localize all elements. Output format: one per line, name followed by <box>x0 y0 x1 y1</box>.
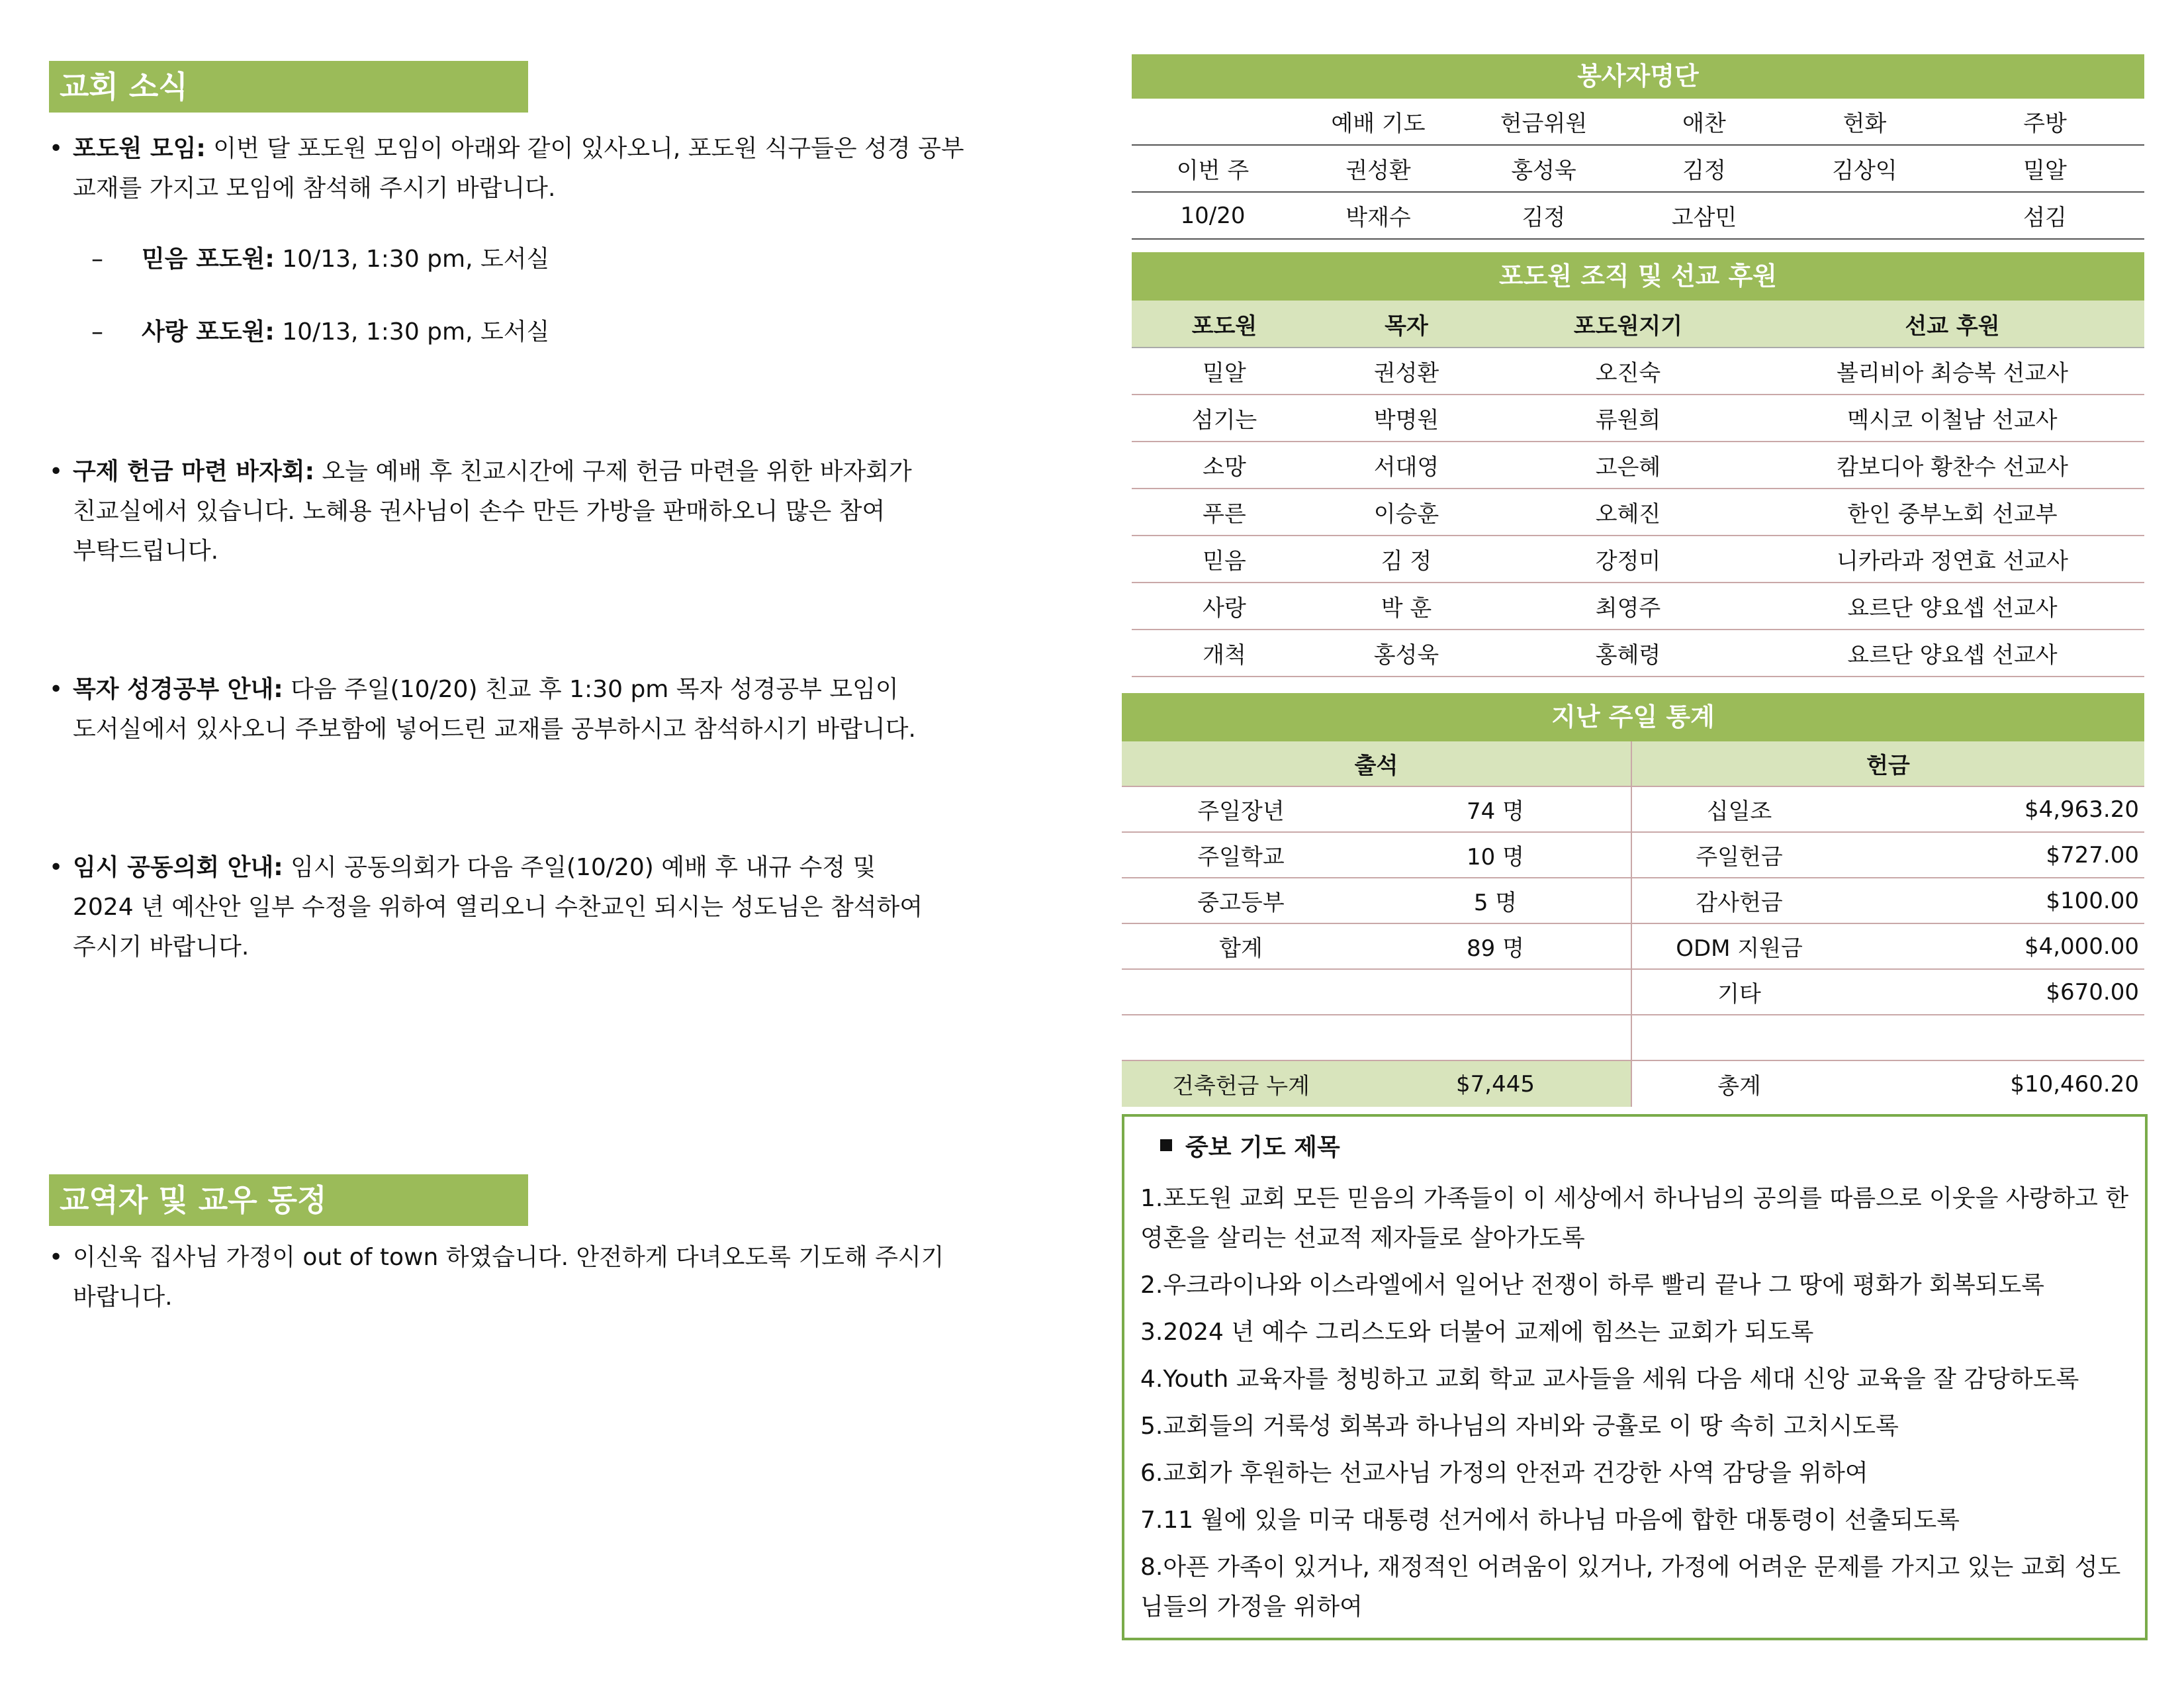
table-header-cell <box>1132 99 1294 145</box>
table-cell: 한인 중부노회 선교부 <box>1760 489 2144 536</box>
table-cell: 밀알 <box>1132 348 1317 395</box>
table-cell: 74 명 <box>1360 786 1631 832</box>
prayer-item: 6.교회가 후원하는 선교사님 가정의 안전과 건강한 사역 감당을 위하여 <box>1140 1460 1868 1487</box>
news-item-text: 2024 년 예산안 일부 수정을 위하여 열리오니 수찬교인 되시는 성도님은 참석하여 <box>73 894 923 921</box>
prayer-title: 중보 기도 제목 <box>1160 1131 2129 1164</box>
table-cell: 푸른 <box>1132 489 1317 536</box>
stats-title: 지난 주일 통계 <box>1122 693 2144 741</box>
table-cell: 볼리비아 최승복 선교사 <box>1760 348 2144 395</box>
table-cell: 서대영 <box>1317 442 1496 489</box>
building-fund-label: 건축헌금 누계 <box>1122 1060 1360 1107</box>
building-fund-value: $7,445 <box>1360 1060 1631 1107</box>
table-header-row <box>1122 741 2144 786</box>
table-cell: 소망 <box>1132 442 1317 489</box>
table-header-row <box>1132 301 2144 348</box>
table-cell: 홍혜령 <box>1496 630 1760 677</box>
table-header-cell: 애찬 <box>1625 99 1784 145</box>
table-row <box>1122 1060 2144 1107</box>
table-cell: 고삼민 <box>1625 192 1784 239</box>
table-header-cell: 헌금위원 <box>1463 99 1625 145</box>
table-cell: 니카라과 정연효 선교사 <box>1760 536 2144 583</box>
table-cell: 최영주 <box>1496 583 1760 630</box>
prayer-item: 8.아픈 가족이 있거나, 재정적인 어려움이 있거나, 가정에 어려운 문제를 가지고 있는 교회 성도님들의 가정을 위하여 <box>1140 1554 2121 1620</box>
table-cell: $727.00 <box>1846 832 2144 878</box>
table-header-row <box>1132 99 2144 145</box>
table-cell: 권성환 <box>1317 348 1496 395</box>
sub-item-label: 사랑 포도원: <box>142 318 275 346</box>
sub-item-label: 믿음 포도원: <box>142 246 275 273</box>
attendance-header: 출석 <box>1122 741 1631 786</box>
table-cell <box>1846 1015 2144 1060</box>
table-cell: 강정미 <box>1496 536 1760 583</box>
table-row <box>1122 923 2144 969</box>
volunteers-title: 봉사자명단 <box>1132 54 2144 99</box>
table-cell: 사랑 <box>1132 583 1317 630</box>
table-cell: 홍성욱 <box>1463 145 1625 192</box>
table-cell: 감사헌금 <box>1631 878 1846 923</box>
table-row <box>1132 489 2144 536</box>
table-cell <box>1784 192 1946 239</box>
stats-table <box>1122 741 2144 1107</box>
square-bullet-icon <box>1160 1139 1172 1151</box>
table-row <box>1132 583 2144 630</box>
table-cell: 10 명 <box>1360 832 1631 878</box>
table-cell: 고은혜 <box>1496 442 1760 489</box>
table-header-cell: 선교 후원 <box>1760 301 2144 348</box>
table-cell: 김정 <box>1463 192 1625 239</box>
news-item-label: 포도원 모임: <box>73 135 206 162</box>
table-cell: 이승훈 <box>1317 489 1496 536</box>
table-row <box>1132 442 2144 489</box>
table-row <box>1132 630 2144 677</box>
table-cell <box>1122 1015 1360 1060</box>
news-item-label: 목자 성경공부 안내: <box>73 676 283 703</box>
table-cell: 이번 주 <box>1132 145 1294 192</box>
table-cell: 류원희 <box>1496 395 1760 442</box>
table-row <box>1132 192 2144 239</box>
table-header-cell: 포도원지기 <box>1496 301 1760 348</box>
sub-item-faith: – 믿음 포도원: 10/13, 1:30 pm, 도서실 <box>91 246 550 273</box>
table-cell: 요르단 양요셉 선교사 <box>1760 583 2144 630</box>
news-item-text: 다음 주일(10/20) 친교 후 1:30 pm 목자 성경공부 모임이 <box>283 676 899 703</box>
table-cell: 오진숙 <box>1496 348 1760 395</box>
table-cell: 멕시코 이철남 선교사 <box>1760 395 2144 442</box>
news-item-text: 주시기 바랍니다. <box>73 933 250 961</box>
table-cell: 오혜진 <box>1496 489 1760 536</box>
staff-news-text: 이신욱 집사님 가정이 out of town 하였습니다. 안전하게 다녀오도록 기도해 주시기 <box>73 1244 944 1271</box>
prayer-item: 2.우크라이나와 이스라엘에서 일어난 전쟁이 하루 빨리 끝나 그 땅에 평화가 회복되도록 <box>1140 1272 2044 1299</box>
table-cell: 개척 <box>1132 630 1317 677</box>
table-cell: 박명원 <box>1317 395 1496 442</box>
sub-item-text: 10/13, 1:30 pm, 도서실 <box>274 246 550 273</box>
table-row <box>1132 145 2144 192</box>
prayer-item: 4.Youth 교육자를 청빙하고 교회 학교 교사들을 세워 다음 세대 신앙 교육을 잘 감당하도록 <box>1140 1366 2079 1393</box>
prayer-item: 5.교회들의 거룩성 회복과 하나님의 자비와 긍휼로 이 땅 속히 고치시도록 <box>1140 1413 1899 1440</box>
table-row <box>1122 832 2144 878</box>
news-item-text: 이번 달 포도원 모임이 아래와 같이 있사오니, 포도원 식구들은 성경 공부 <box>205 135 964 162</box>
groups-table <box>1132 301 2144 677</box>
prayer-item: 3.2024 년 예수 그리스도와 더불어 교제에 힘쓰는 교회가 되도록 <box>1140 1319 1814 1346</box>
table-cell: 십일조 <box>1631 786 1846 832</box>
table-cell <box>1631 1015 1846 1060</box>
news-item-text: 임시 공동의회가 다음 주일(10/20) 예배 후 내규 수정 및 <box>283 854 876 881</box>
sub-item-text: 10/13, 1:30 pm, 도서실 <box>274 318 550 346</box>
table-cell: 섬김 <box>1946 192 2144 239</box>
table-row <box>1132 395 2144 442</box>
table-cell: 기타 <box>1631 969 1846 1015</box>
table-cell: 10/20 <box>1132 192 1294 239</box>
table-cell: $4,000.00 <box>1846 923 2144 969</box>
table-cell: 주일헌금 <box>1631 832 1846 878</box>
table-cell: 박 훈 <box>1317 583 1496 630</box>
staff-news-item: • 이신욱 집사님 가정이 out of town 하였습니다. 안전하게 다녀오도록 기도해 주시기 바랍니다. <box>49 1244 944 1311</box>
table-cell: 89 명 <box>1360 923 1631 969</box>
table-row <box>1132 536 2144 583</box>
prayer-item: 1.포도원 교회 모든 믿음의 가족들이 이 세상에서 하나님의 공의를 따름으로 이웃을 사랑하고 한 영혼을 살리는 선교적 제자들로 살아가도록 <box>1140 1185 2129 1252</box>
news-item-assembly: • 임시 공동의회 안내: 임시 공동의회가 다음 주일(10/20) 예배 후 내규 수정 및 2024 년 예산안 일부 수정을 위하여 열리오니 수찬교인 되시는 성도님은 참석하여 주시기 바랍니다. <box>49 854 923 961</box>
groups-title: 포도원 조직 및 선교 후원 <box>1132 252 2144 301</box>
total-value: $10,460.20 <box>2010 1070 2139 1098</box>
table-row <box>1122 786 2144 832</box>
table-cell <box>1122 969 1360 1015</box>
total-label: 총계 <box>1717 1073 1761 1100</box>
table-cell: 홍성욱 <box>1317 630 1496 677</box>
news-item-vineyard: • 포도원 모임: 이번 달 포도원 모임이 아래와 같이 있사오니, 포도원 식구들은 성경 공부 교재를 가지고 모임에 참석해 주시기 바랍니다. <box>49 135 964 202</box>
table-header-cell: 목자 <box>1317 301 1496 348</box>
news-item-label: 임시 공동의회 안내: <box>73 854 283 881</box>
table-cell: 김정 <box>1625 145 1784 192</box>
table-row <box>1122 969 2144 1015</box>
table-row <box>1132 348 2144 395</box>
table-header-cell: 주방 <box>1946 99 2144 145</box>
table-cell: 주일학교 <box>1122 832 1360 878</box>
table-cell: 요르단 양요셉 선교사 <box>1760 630 2144 677</box>
news-item-label: 구제 헌금 마련 바자회: <box>73 458 314 485</box>
news-item-text: 친교실에서 있습니다. 노혜용 권사님이 손수 만든 가방을 판매하오니 많은 참여 <box>73 498 886 525</box>
news-section-title: 교회 소식 <box>49 61 528 113</box>
table-cell: $670.00 <box>1846 969 2144 1015</box>
table-cell: 김상익 <box>1784 145 1946 192</box>
prayer-item: 7.11 월에 있을 미국 대통령 선거에서 하나님 마음에 합한 대통령이 선출되도록 <box>1140 1507 1960 1534</box>
news-item-bible-study: • 목자 성경공부 안내: 다음 주일(10/20) 친교 후 1:30 pm 목자 성경공부 모임이 도서실에서 있사오니 주보함에 넣어드린 교재를 공부하시고 참석하시기 바랍니다. <box>49 676 916 743</box>
table-header-cell: 헌화 <box>1784 99 1946 145</box>
table-cell: 김 정 <box>1317 536 1496 583</box>
table-cell: ODM 지원금 <box>1631 923 1846 969</box>
news-item-text: 부탁드립니다. <box>73 538 219 565</box>
table-header-cell: 포도원 <box>1132 301 1317 348</box>
news-item-text: 교재를 가지고 모임에 참석해 주시기 바랍니다. <box>73 175 556 202</box>
table-cell: 믿음 <box>1132 536 1317 583</box>
table-cell: $4,963.20 <box>1846 786 2144 832</box>
table-cell: 캄보디아 황찬수 선교사 <box>1760 442 2144 489</box>
offering-header: 헌금 <box>1631 741 2144 786</box>
table-cell <box>1360 1015 1631 1060</box>
news-item-bazaar: • 구제 헌금 마련 바자회: 오늘 예배 후 친교시간에 구제 헌금 마련을 위한 바자회가 친교실에서 있습니다. 노혜용 권사님이 손수 만든 가방을 판매하오니 많은 참여 부탁드립니다. <box>49 458 912 565</box>
table-cell: 5 명 <box>1360 878 1631 923</box>
volunteers-table <box>1132 99 2144 240</box>
staff-news-text: 바랍니다. <box>73 1284 173 1311</box>
prayer-box <box>1122 1114 2148 1640</box>
table-cell: 권성환 <box>1294 145 1463 192</box>
table-row <box>1122 1015 2144 1060</box>
table-row <box>1122 878 2144 923</box>
table-cell: $100.00 <box>1846 878 2144 923</box>
table-cell <box>1360 969 1631 1015</box>
sub-item-love: – 사랑 포도원: 10/13, 1:30 pm, 도서실 <box>91 318 550 346</box>
table-cell: 밀알 <box>1946 145 2144 192</box>
table-cell: 섬기는 <box>1132 395 1317 442</box>
news-item-text: 도서실에서 있사오니 주보함에 넣어드린 교재를 공부하시고 참석하시기 바랍니다. <box>73 716 916 743</box>
table-cell: 중고등부 <box>1122 878 1360 923</box>
table-cell: 합계 <box>1122 923 1360 969</box>
staff-section-title: 교역자 및 교우 동정 <box>49 1174 528 1226</box>
table-cell: 박재수 <box>1294 192 1463 239</box>
table-cell: 주일장년 <box>1122 786 1360 832</box>
news-item-text: 오늘 예배 후 친교시간에 구제 헌금 마련을 위한 바자회가 <box>314 458 912 485</box>
table-header-cell: 예배 기도 <box>1294 99 1463 145</box>
